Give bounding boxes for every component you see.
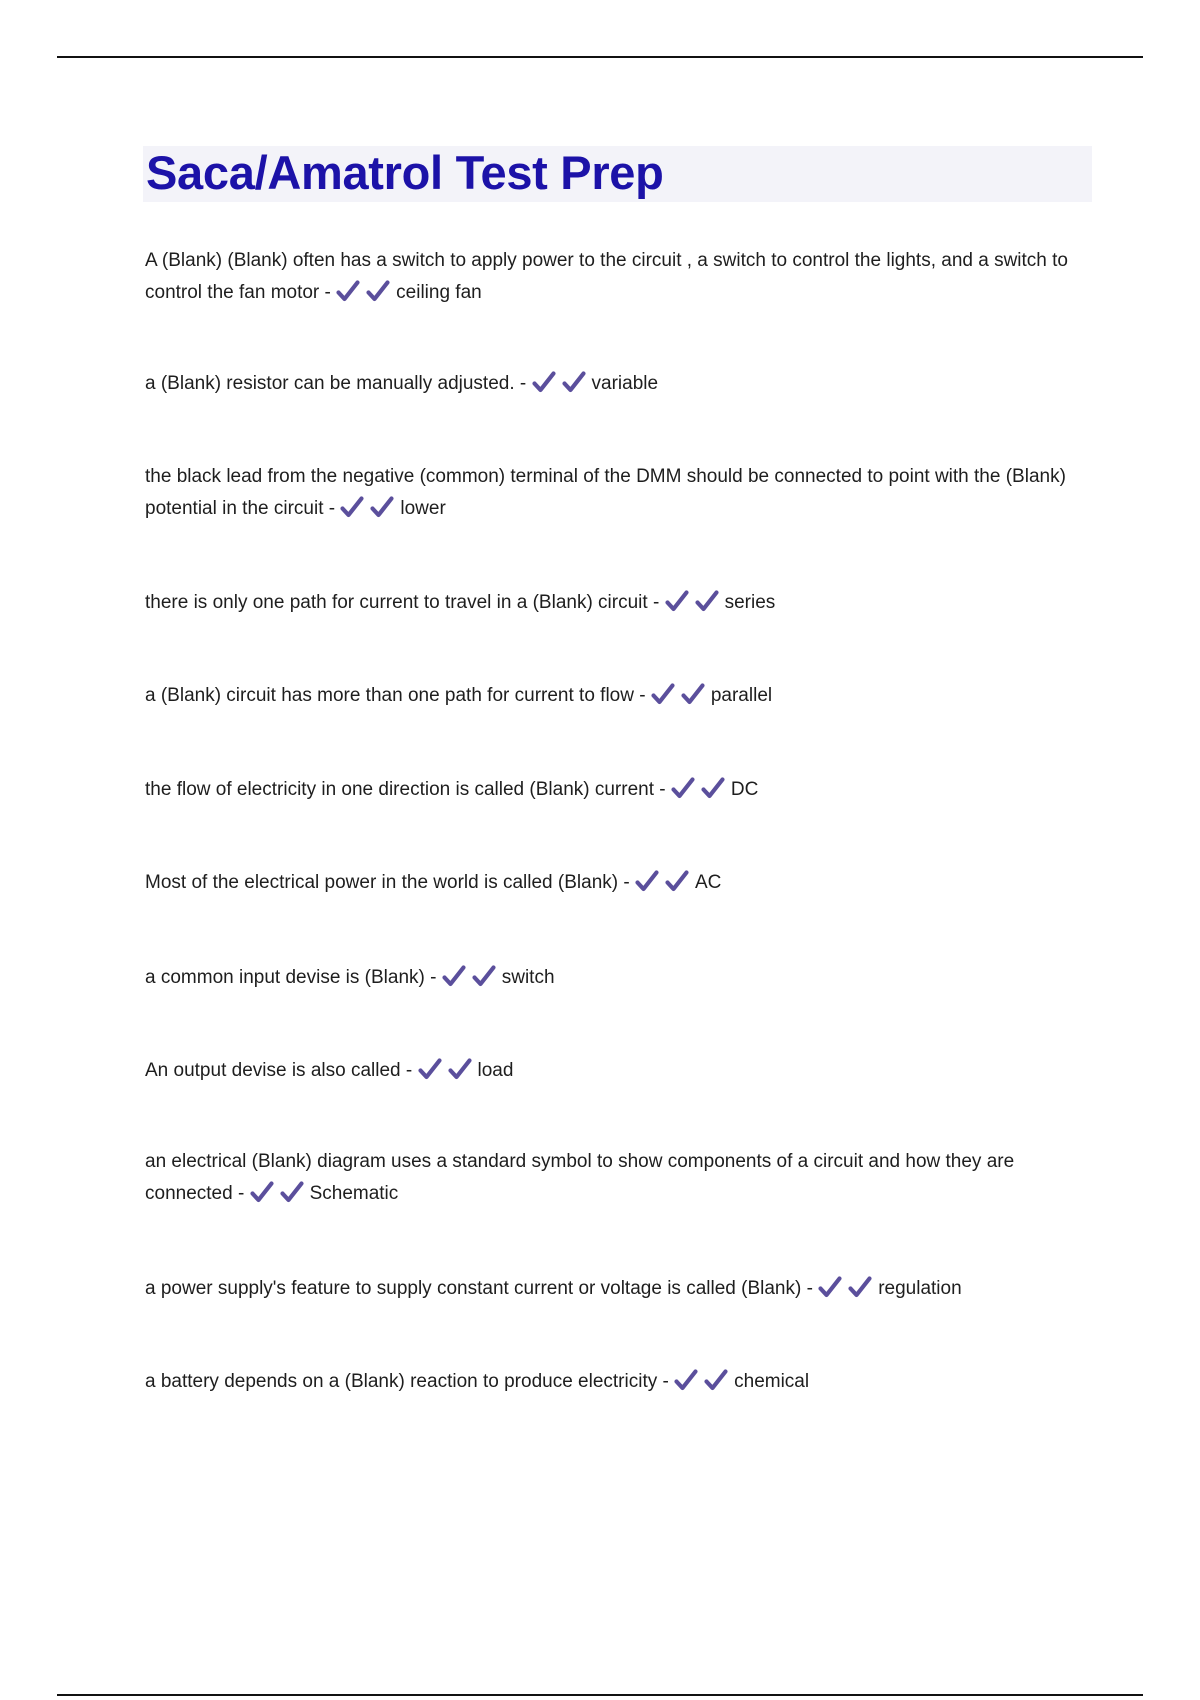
qa-item (145, 680, 1090, 712)
check-mark-icon (472, 965, 496, 987)
check-mark-icon (336, 280, 360, 302)
qa-item (145, 867, 1090, 899)
question-text: Most of the electrical power in the world is called (Blank) (145, 872, 619, 893)
separator: - (323, 498, 341, 519)
separator: - (801, 1278, 819, 1299)
answer-text: AC (694, 872, 722, 893)
check-mark-icon (442, 965, 466, 987)
qa-item (145, 461, 1090, 525)
check-mark-icon (448, 1058, 472, 1080)
answer-text: parallel (710, 685, 773, 706)
check-mark-icon (671, 777, 695, 799)
check-mark-icon (674, 1369, 698, 1391)
check-mark-icon (704, 1369, 728, 1391)
check-mark-icon (280, 1181, 304, 1203)
answer-text: chemical (734, 1371, 810, 1392)
check-mark-icon (418, 1058, 442, 1080)
check-mark-icon (818, 1276, 842, 1298)
question-text: the flow of electricity in one direction is called (Blank) current (145, 779, 655, 800)
answer-text: ceiling fan (396, 282, 482, 303)
answer-text: load (477, 1060, 514, 1081)
question-text: an electrical (Blank) diagram uses a standard symbol to show components of a circuit and how they are connected (145, 1151, 1015, 1204)
question-text: a battery depends on a (Blank) reaction to produce electricity (145, 1371, 658, 1392)
qa-item (145, 1273, 1090, 1305)
check-mark-icon (532, 371, 556, 393)
qa-item (145, 1146, 1090, 1210)
check-mark-icon (665, 870, 689, 892)
check-mark-icon (366, 280, 390, 302)
check-mark-icon (681, 683, 705, 705)
answer-text: variable (591, 373, 659, 394)
question-text: An output devise is also called (145, 1060, 401, 1081)
question-text: the black lead from the negative (common) terminal of the DMM should be connected to point with the (Blank) potential in the circuit (145, 466, 1066, 519)
answer-text: regulation (878, 1278, 962, 1299)
check-mark-icon (651, 683, 675, 705)
check-mark-icon (250, 1181, 274, 1203)
check-mark-icon (848, 1276, 872, 1298)
answer-text: lower (400, 498, 446, 519)
question-text: a power supply's feature to supply constant current or voltage is called (Blank) (145, 1278, 802, 1299)
answer-text: DC (730, 779, 759, 800)
question-text: a common input devise is (Blank) (145, 967, 425, 988)
qa-item (145, 368, 1090, 400)
bottom-rule (57, 1694, 1143, 1696)
separator: - (657, 1371, 675, 1392)
check-mark-icon (635, 870, 659, 892)
check-mark-icon (665, 590, 689, 612)
qa-item (145, 962, 1090, 994)
qa-item (145, 587, 1090, 619)
separator: - (654, 779, 671, 800)
answer-text: Schematic (309, 1183, 399, 1204)
question-text: A (Blank) (Blank) often has a switch to apply power to the circuit , a switch to control the lights, and a switch to control the fan motor (145, 250, 1068, 303)
answer-text: switch (501, 967, 555, 988)
top-rule (57, 56, 1143, 58)
qa-item (145, 245, 1090, 309)
question-text: there is only one path for current to travel in a (Blank) circuit (145, 592, 648, 613)
separator: - (232, 1183, 250, 1204)
question-text: a (Blank) circuit has more than one path for current to flow (145, 685, 634, 706)
check-mark-icon (370, 496, 394, 518)
qa-item (145, 774, 1090, 806)
check-mark-icon (340, 496, 364, 518)
separator: - (633, 685, 651, 706)
question-text: a (Blank) resistor can be manually adjusted. (145, 373, 515, 394)
qa-item (145, 1366, 1090, 1398)
qa-item (145, 1055, 1090, 1087)
separator: - (647, 592, 665, 613)
answer-text: series (724, 592, 776, 613)
check-mark-icon (562, 371, 586, 393)
separator: - (618, 872, 635, 893)
separator: - (424, 967, 442, 988)
check-mark-icon (701, 777, 725, 799)
page-title: Saca/Amatrol Test Prep (146, 146, 664, 199)
separator: - (514, 373, 532, 394)
separator: - (319, 282, 337, 303)
separator: - (400, 1060, 418, 1081)
check-mark-icon (695, 590, 719, 612)
